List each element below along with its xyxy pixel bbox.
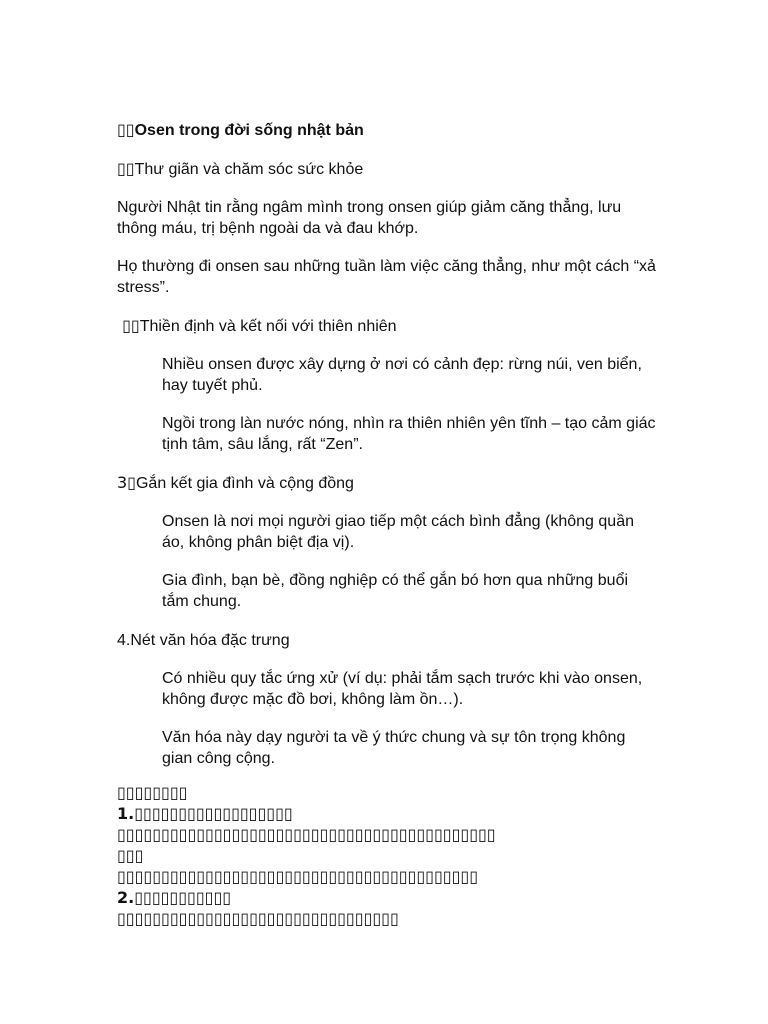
section-3-prefix: 3▯ — [117, 473, 136, 492]
section-3-heading — [117, 472, 657, 494]
section-1-heading-text: Thư giãn và chăm sóc sức khỏe — [134, 161, 364, 178]
cjk-item-2-heading: 2.▯▯▯▯▯▯▯▯▯▯▯ — [117, 888, 232, 907]
section-4-heading — [117, 629, 657, 651]
section-1-prefix: ▯▯ — [117, 159, 135, 178]
cjk-item-1-line-2: ▯▯▯▯▯▯▯▯▯▯▯▯▯▯▯▯▯▯▯▯▯▯▯▯▯▯▯▯▯▯▯▯▯▯▯▯▯▯▯▯▯ — [117, 867, 478, 886]
section-2-paragraph-1: Nhiều onsen được xây dựng ở nơi có cảnh đẹp: rừng núi, ven biển, hay tuyết phủ. — [162, 356, 642, 394]
cjk-heading: ▯▯▯▯▯▯▯▯ — [117, 783, 188, 802]
section-2-heading — [117, 315, 657, 337]
section-1-heading — [117, 158, 657, 180]
section-2-heading-text: Thiền định và kết nối với thiên nhiên — [139, 318, 397, 335]
cjk-item-1-heading: 1.▯▯▯▯▯▯▯▯▯▯▯▯▯▯▯▯▯▯ — [117, 804, 293, 823]
section-4-heading-text: 4.Nét văn hóa đặc trưng — [117, 632, 290, 649]
section-4-paragraph-2: Văn hóa này dạy người ta về ý thức chung và sự tôn trọng không gian công cộng. — [162, 729, 626, 767]
section-2-paragraph-2: Ngồi trong làn nước nóng, nhìn ra thiên nhiên yên tĩnh – tạo cảm giác tịnh tâm, sâu lắng, rất “Zen”. — [162, 415, 656, 453]
section-3-paragraph-1: Onsen là nơi mọi người giao tiếp một cách bình đẳng (không quần áo, không phân biệt địa vị). — [162, 513, 634, 551]
title-prefix-glyphs: ▯▯ — [117, 120, 135, 139]
title-text: Osen trong đời sống nhật bản — [134, 122, 364, 139]
section-4-paragraph-1: Có nhiều quy tắc ứng xử (ví dụ: phải tắm sạch trước khi vào onsen, không được mặc đồ bơi, không làm ồn…). — [162, 670, 643, 708]
document-title — [117, 119, 657, 141]
cjk-item-1-line-1-cont: ▯▯▯ — [117, 846, 144, 865]
section-3-heading-text: Gắn kết gia đình và cộng đồng — [135, 475, 354, 492]
cjk-item-1-line-1: ▯▯▯▯▯▯▯▯▯▯▯▯▯▯▯▯▯▯▯▯▯▯▯▯▯▯▯▯▯▯▯▯▯▯▯▯▯▯▯▯▯▯▯ — [117, 825, 496, 844]
document-body — [117, 119, 657, 929]
section-1-paragraph-1: Người Nhật tin rằng ngâm mình trong onsen giúp giảm căng thẳng, lưu thông máu, trị bệnh ngoài da và đau khớp. — [117, 199, 622, 237]
section-2-prefix: ▯▯ — [117, 316, 140, 335]
section-3-paragraph-2: Gia đình, bạn bè, đồng nghiệp có thể gắn bó hơn qua những buổi tắm chung. — [162, 572, 629, 610]
section-1-paragraph-2: Họ thường đi onsen sau những tuần làm việc căng thẳng, như một cách “xả stress”. — [117, 258, 656, 296]
cjk-section — [117, 782, 657, 929]
cjk-item-2-line-1: ▯▯▯▯▯▯▯▯▯▯▯▯▯▯▯▯▯▯▯▯▯▯▯▯▯▯▯▯▯▯▯▯ — [117, 909, 399, 928]
